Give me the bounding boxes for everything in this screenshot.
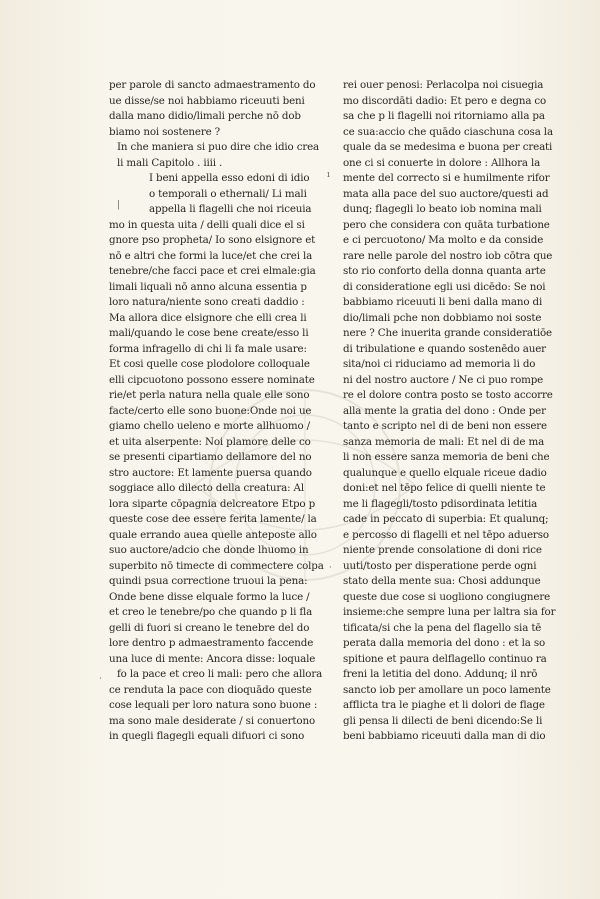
text-line: di consideratione egli usi dicēdo: Se noi bbox=[343, 280, 546, 293]
text-line: cade in peccato di superbia: Et qualunq; bbox=[343, 513, 549, 525]
text-line: doni:et nel tēpo felice di quelli niente te bbox=[343, 482, 546, 494]
text-line: re el dolore contra posto se tosto accorre bbox=[343, 389, 553, 401]
left-text-column bbox=[109, 78, 325, 745]
text-line: Onde bene disse elquale formo la luce / bbox=[109, 590, 310, 603]
text-line: alla mente la gratia del dono : Onde per bbox=[343, 404, 546, 417]
text-line: freni la letitia del dono. Addunq; il nrō bbox=[343, 668, 538, 680]
text-line: spitione et paura delflagello continuo ra bbox=[343, 652, 547, 665]
text-line: tanto e scripto nel di de beni non essere bbox=[343, 420, 548, 432]
text-line: elli cipcuotono possono essere nominate bbox=[109, 373, 315, 386]
text-line: In che maniera si puo dire che idio crea bbox=[117, 141, 320, 153]
text-line: in quegli flagegli equali difuori ci sono bbox=[109, 730, 305, 742]
text-line: gelli di fuori si creano le tenebre del do bbox=[109, 621, 310, 634]
text-line: ni del nostro auctore / Ne ci puo rompe bbox=[343, 373, 544, 386]
text-line: sto rio conforto della donna quanta arte bbox=[343, 265, 546, 277]
text-line: uuti/tosto per disperatione perde ogni bbox=[343, 559, 537, 572]
text-line: gli pensa li dilecti de beni dicendo:Se li bbox=[343, 714, 543, 727]
text-line: ma sono male desiderate / si conuertono bbox=[109, 714, 315, 727]
text-line: beni babbiamo riceuuti dalla man di dio bbox=[343, 730, 546, 742]
text-line: Ma allora dice elsignore che elli crea li bbox=[109, 311, 307, 324]
text-line: biamo noi sostenere ? bbox=[109, 125, 221, 138]
right-text-column bbox=[343, 78, 559, 745]
text-line: queste due cose si uogliono congiugnere bbox=[343, 590, 551, 603]
text-line: dio/limali pche non dobbiamo noi soste bbox=[343, 311, 542, 324]
text-line: sa che p li flagelli noi ritorniamo alla pa bbox=[343, 110, 545, 122]
text-line: et creo le tenebre/po che quando p li fla bbox=[109, 606, 313, 618]
text-line: o temporali o ethernali/ Li mali bbox=[149, 187, 307, 200]
text-line: di tribulatione e quando sostenēdo auer bbox=[343, 342, 546, 355]
text-line: sanza memoria de mali: Et nel di de ma bbox=[343, 435, 545, 448]
margin-mark: · bbox=[99, 674, 102, 684]
text-line: mo discordāti dadio: Et pero e degna co bbox=[343, 94, 547, 107]
text-line: me li flagegli/tosto pdisordinata letitia bbox=[343, 497, 538, 510]
text-line: tificata/si che la pena del flagello sia tē bbox=[343, 621, 542, 634]
text-line: lora siparte cōpagnia delcreatore Etpo p bbox=[109, 497, 316, 510]
text-line: mo in questa uita / delli quali dice el si bbox=[109, 218, 305, 231]
text-line: I beni appella esso edoni di idio bbox=[149, 172, 310, 184]
text-line: rei ouer penosi: Perlacolpa noi cisuegia bbox=[343, 79, 544, 91]
text-line: una luce di mente: Ancora disse: loquale bbox=[109, 652, 316, 665]
text-line: facte/certo elle sono buone:Onde noi ue bbox=[109, 404, 312, 417]
text-line: pero che considera con quāta turbatione bbox=[343, 218, 550, 231]
text-line: superbito nō timecte di commectere colpa bbox=[109, 559, 324, 572]
text-line: dunq; flagegli lo beato iob nomina mali bbox=[343, 203, 542, 215]
text-line: e percosso di flagelli et nel tēpo aduerso bbox=[343, 528, 549, 541]
text-line: mali/quando le cose bene create/esso li bbox=[109, 327, 309, 339]
text-line: li non essere sanza memoria de beni che bbox=[343, 451, 550, 463]
text-line: stato della mente sua: Chosi addunque bbox=[343, 575, 541, 587]
text-line: quale da se medesima e buona per creati bbox=[343, 141, 553, 153]
text-line: rare nelle parole del nostro iob cōtra que bbox=[343, 249, 553, 262]
text-line: Et cosi quelle cose plodolore colloquale bbox=[109, 358, 310, 370]
text-line: nō e altri che formi la luce/et che crei la bbox=[109, 249, 313, 262]
margin-mark: · bbox=[329, 563, 332, 573]
text-line: limali liquali nō anno alcuna essentia p bbox=[109, 280, 307, 293]
text-line: perata dalla memoria del dono : et la so bbox=[343, 637, 546, 649]
text-line: forma infragello di chi li fa male usare: bbox=[109, 342, 307, 355]
text-line: ce sua:accio che quādo ciaschuna cosa la bbox=[343, 125, 553, 138]
text-line: cose lequali per loro natura sono buone : bbox=[109, 699, 318, 711]
text-line: sita/noi ci riduciamo ad memoria li do bbox=[343, 358, 536, 370]
text-line: niente prende consolatione di doni rice bbox=[343, 544, 542, 556]
text-line: mente del correcto si e humilmente rifor bbox=[343, 172, 550, 184]
text-line: afflicta tra le piaghe et li dolori de flage bbox=[343, 699, 545, 711]
text-line: ce renduta la pace con dioquādo queste bbox=[109, 683, 312, 696]
text-line: appella li flagelli che noi riceuia bbox=[149, 203, 312, 215]
text-line: e ci percuotono/ Ma molto e da conside bbox=[343, 234, 544, 246]
margin-mark: ı bbox=[327, 170, 330, 180]
text-line: tenebre/che facci pace et crei elmale:gia bbox=[109, 265, 316, 277]
text-line: fo la pace et creo li mali: pero che allora bbox=[117, 668, 323, 680]
text-line: quindi psua correctione truoui la pena: bbox=[109, 575, 308, 587]
text-line: one ci si conuerte in dolore : Allhora la bbox=[343, 156, 541, 169]
text-line: lore dentro p admaestramento faccende bbox=[109, 637, 314, 649]
text-line: babbiamo riceuuti li beni dalla mano di bbox=[343, 296, 543, 308]
text-line: soggiace allo dilecto della creatura: Al bbox=[109, 482, 304, 494]
text-line: dalla mano didio/limali perche nō dob bbox=[109, 110, 301, 122]
text-line: giamo chello ueleno e morte allhuomo / bbox=[109, 420, 310, 432]
text-line: stro auctore: Et lamente puersa quando bbox=[109, 466, 312, 479]
text-line: suo auctore/adcio che donde lhuomo in bbox=[109, 544, 309, 556]
text-line: et uita alserpente: Noi plamore delle co bbox=[109, 435, 311, 448]
text-line: rie/et perla natura nella quale elle sono bbox=[109, 389, 310, 401]
text-line: se presenti cipartiamo dellamore del no bbox=[109, 451, 312, 463]
text-line: per parole di sancto admaestramento do bbox=[109, 79, 316, 91]
text-line: sancto iob per amollare un poco lamente bbox=[343, 683, 551, 696]
text-line: queste cose dee essere ferita lamente/ la bbox=[109, 513, 317, 525]
text-line: mata alla pace del suo auctore/questi ad bbox=[343, 187, 549, 200]
text-line: nere ? Che inuerita grande consideratiōe bbox=[343, 327, 552, 339]
text-line: insieme:che sempre luna per laltra sia for bbox=[343, 606, 556, 618]
text-line: ue disse/se noi habbiamo riceuuti beni bbox=[109, 94, 305, 107]
margin-mark: | bbox=[117, 200, 121, 210]
text-line: quale errando auea quelle anteposte allo bbox=[109, 528, 317, 541]
text-line: qualunque e quello elquale riceue dadio bbox=[343, 466, 547, 479]
text-line: loro natura/niente sono creati daddio : bbox=[109, 296, 305, 308]
text-line: gnore pso propheta/ Io sono elsignore et bbox=[109, 234, 316, 246]
text-line: li mali Capitolo . iiii . bbox=[117, 156, 223, 169]
